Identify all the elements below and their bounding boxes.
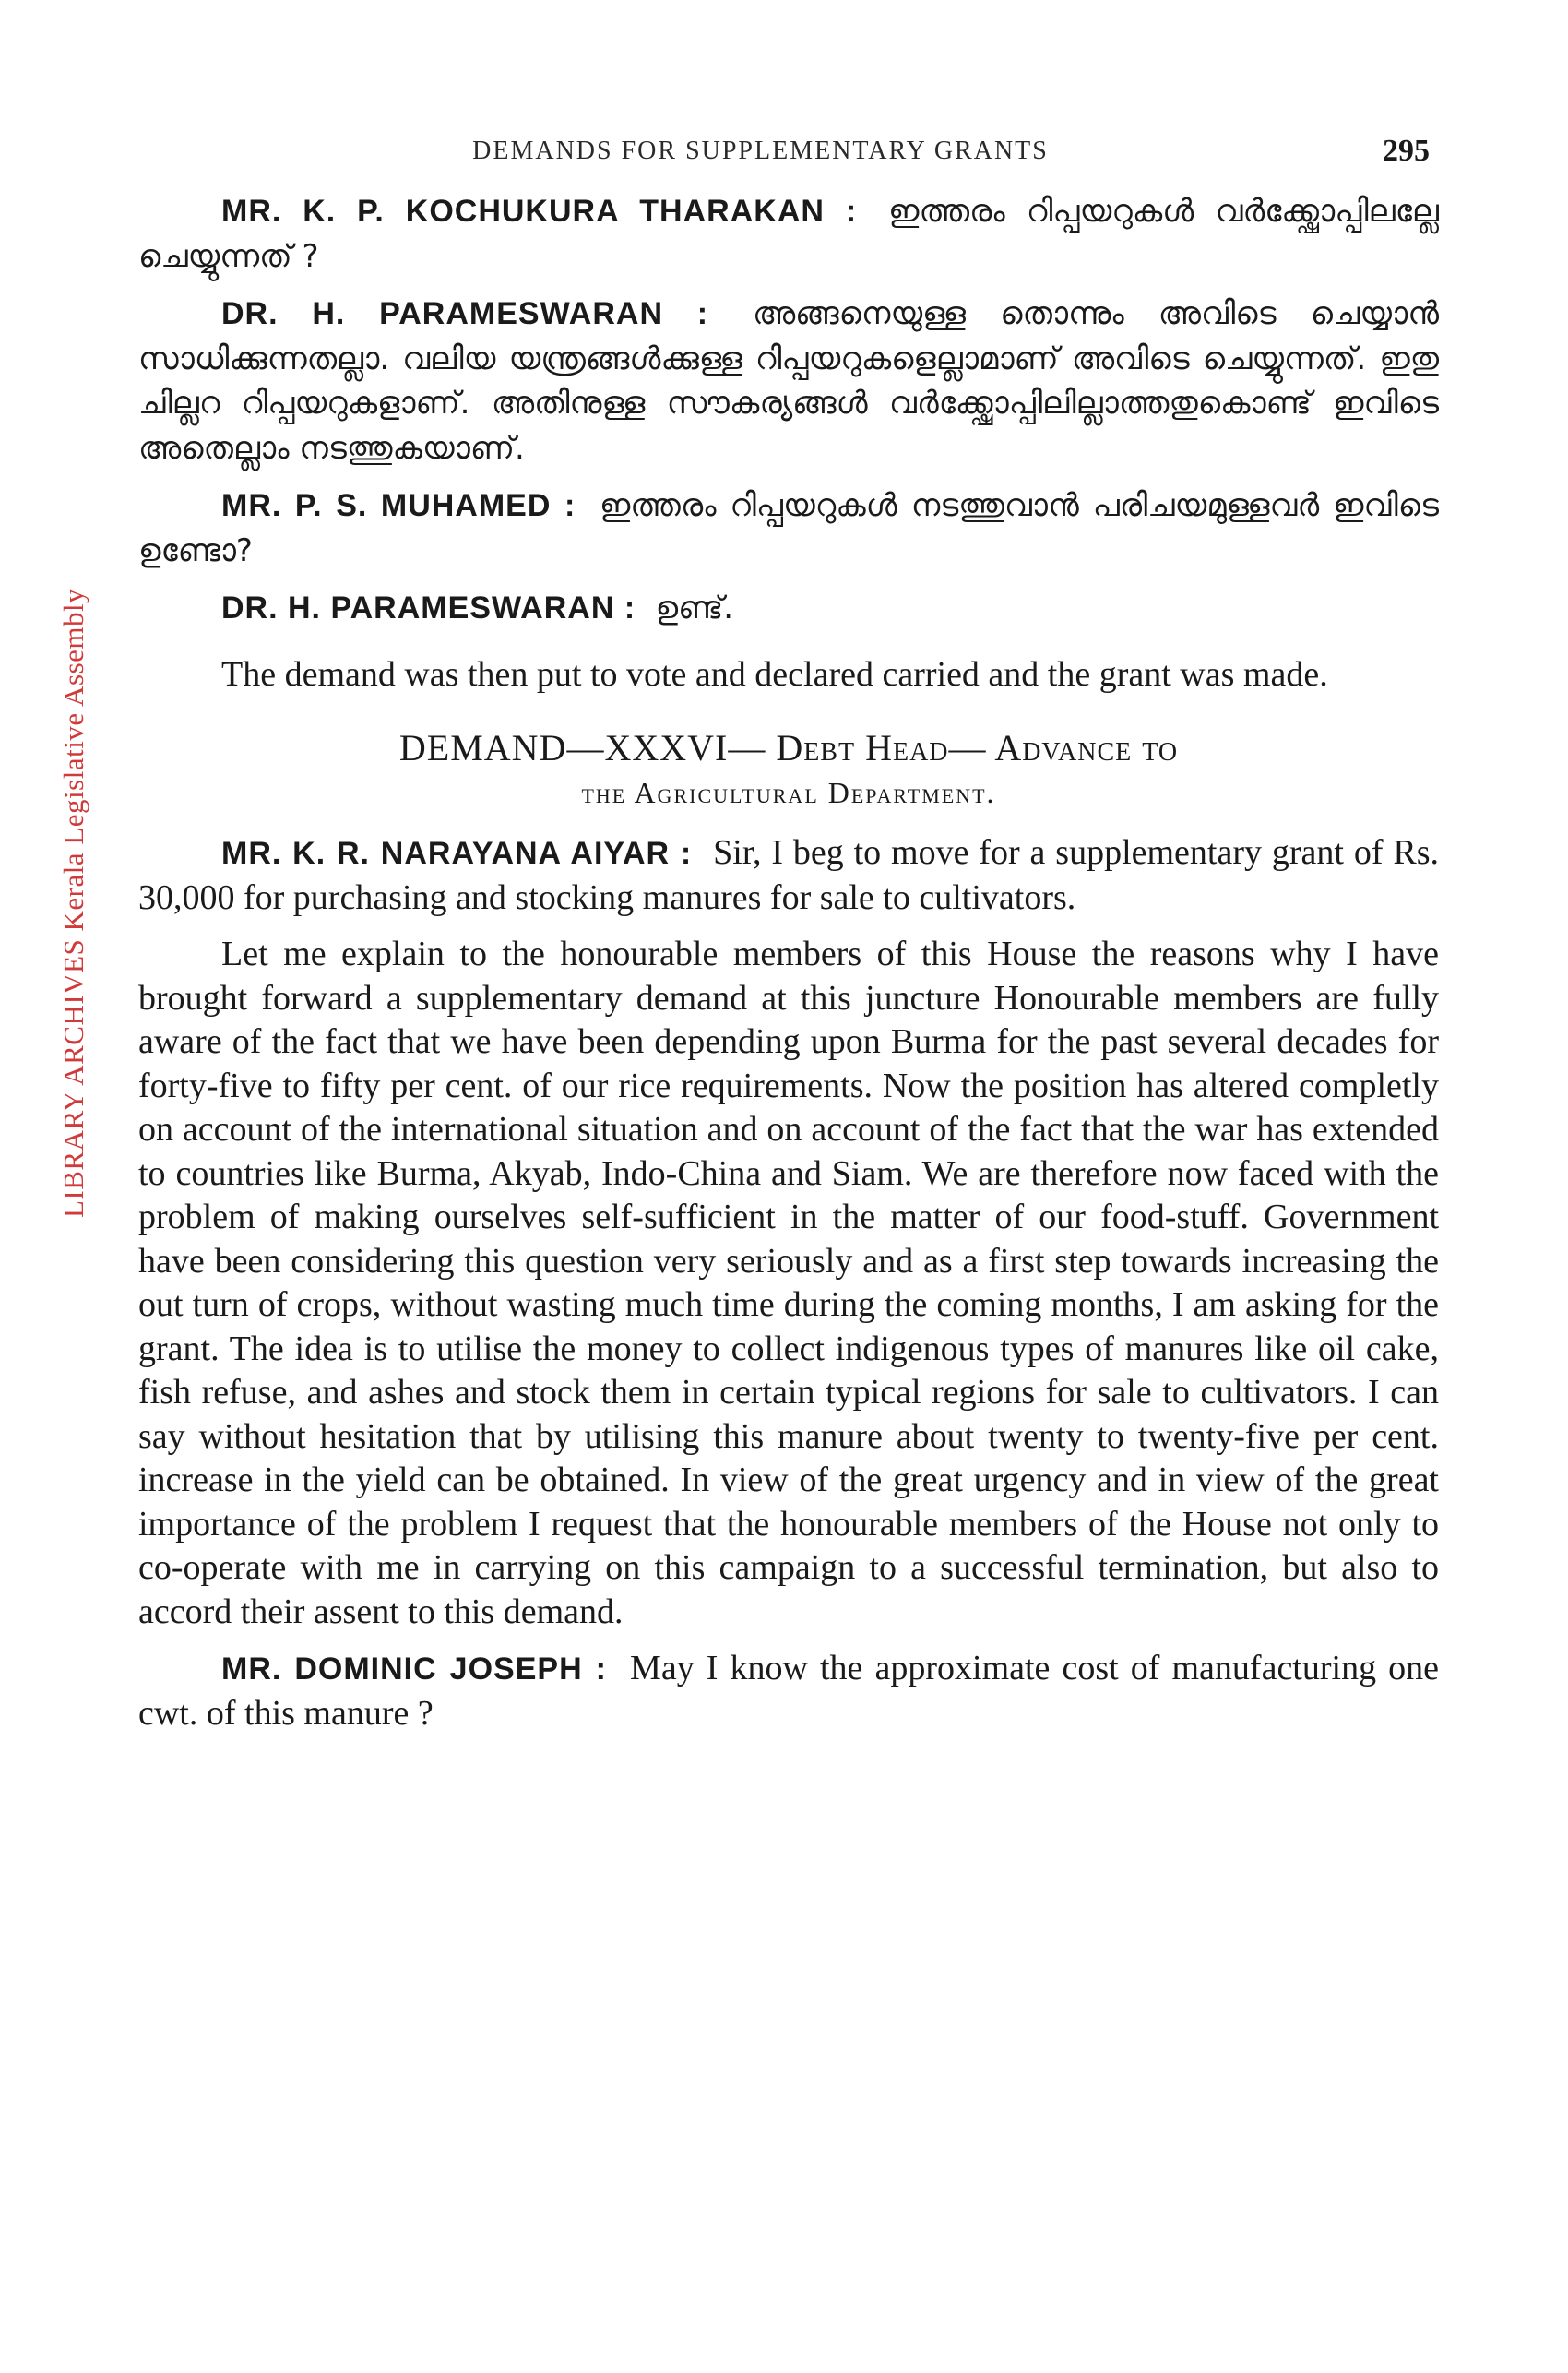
vote-result: The demand was then put to vote and declared carried and the grant was made. xyxy=(221,654,1328,694)
speech-text: അങ്ങനെയുള്ള തൊന്നും അവിടെ ചെയ്യാൻ സാധിക്കുന്നതല്ലാ. വലിയ യന്ത്രങ്ങൾക്കുള്ള റിപ്പയറുകളെല്ലാമാണ് അവിടെ ചെയ്യുന്നത്. ഇതു ചില്ലറ റിപ്പയറുകളാണ്. അതിനുള്ള സൗകര്യങ്ങൾ വർക്ക്ഷോപ്പിലില്ലാത്തതുകൊണ്ട് ഇവിടെ അതെല്ലാം നടത്തുകയാണ്. xyxy=(138,295,1440,467)
demand-heading-line1: DEMAND—XXXVI— Debt Head— Advance to xyxy=(398,727,1179,769)
speaker-name: DR. H. PARAMESWARAN : xyxy=(221,590,636,626)
speaker-name: DR. H. PARAMESWARAN : xyxy=(221,296,709,331)
page-number: 295 xyxy=(1383,134,1430,168)
speech-parameswaran-2 xyxy=(138,586,1439,631)
page-header xyxy=(138,127,1430,175)
speaker-name: MR. K. P. KOCHUKURA THARAKAN : xyxy=(221,194,858,229)
explanation-paragraph: Let me explain to the honourable members of this House the reasons why I have brought forward a supplementary demand at this juncture Honourable members are fully aware of the fact that we have been depending upon Burma for the past several decades for forty-five to fifty per cent. of our rice requirements. Now the position has altered completly on account of the international situation and on account of the fact that the war has extended to countries like Burma, Akyab, Indo-China and Siam. We are therefore now faced with the problem of making ourselves self-sufficient in the matter of our food-stuff. Government have been considering this question very seriously and as a first step towards increasing the out turn of crops, without wasting much time during the coming months, I am asking for the grant. The idea is to utilise the money to collect indigenous types of manures like oil cake, fish refuse, and ashes and stock them in certain typical regions for sale to cultivators. I can say without hesitation that by utilising this manure about twenty to twenty-five per cent. increase in the yield can be obtained. In view of the great urgency and in view of the great importance of the problem I request that the honourable members of the House not only to co-operate with me in carrying on this campaign to a successful termination, but also to accord their assent to this demand. xyxy=(138,935,1439,1631)
speech-text: Sir, I beg to move for a supplementary grant of Rs. 30,000 for purchasing and stocking manures for sale to cultivators. xyxy=(138,833,1440,917)
speech-text: ഇത്തരം റിപ്പയറുകൾ നടത്തുവാൻ പരിചയമുള്ളവർ ഇവിടെ ഉണ്ടോ? xyxy=(138,487,1440,569)
demand-heading xyxy=(138,726,1439,815)
proceedings-body xyxy=(138,189,1439,1735)
speech-text: ഇത്തരം റിപ്പയറുകൾ വർക്ക്ഷോപ്പിലല്ലേ ചെയ്യുന്നത് ? xyxy=(138,193,1439,275)
speech-narayana-aiyar xyxy=(138,831,1439,920)
speech-kochukura xyxy=(138,189,1439,279)
running-title: DEMANDS FOR SUPPLEMENTARY GRANTS xyxy=(472,137,1049,165)
speech-text: ഉണ്ട്. xyxy=(655,590,734,626)
speaker-name: MR. P. S. MUHAMED : xyxy=(221,488,576,523)
speech-dominic-joseph xyxy=(138,1647,1439,1735)
speaker-name: MR. K. R. NARAYANA AIYAR : xyxy=(221,836,693,871)
speaker-name: MR. DOMINIC JOSEPH : xyxy=(221,1652,607,1687)
speech-muhamed xyxy=(138,483,1439,573)
speech-parameswaran-1 xyxy=(138,292,1439,471)
demand-heading-line2: the Agricultural Department. xyxy=(581,776,996,809)
speech-text: May I know the approximate cost of manufacturing one cwt. of this manure ? xyxy=(138,1649,1440,1733)
library-watermark: LIBRARY ARCHIVES Kerala Legislative Assembly xyxy=(57,588,89,1218)
